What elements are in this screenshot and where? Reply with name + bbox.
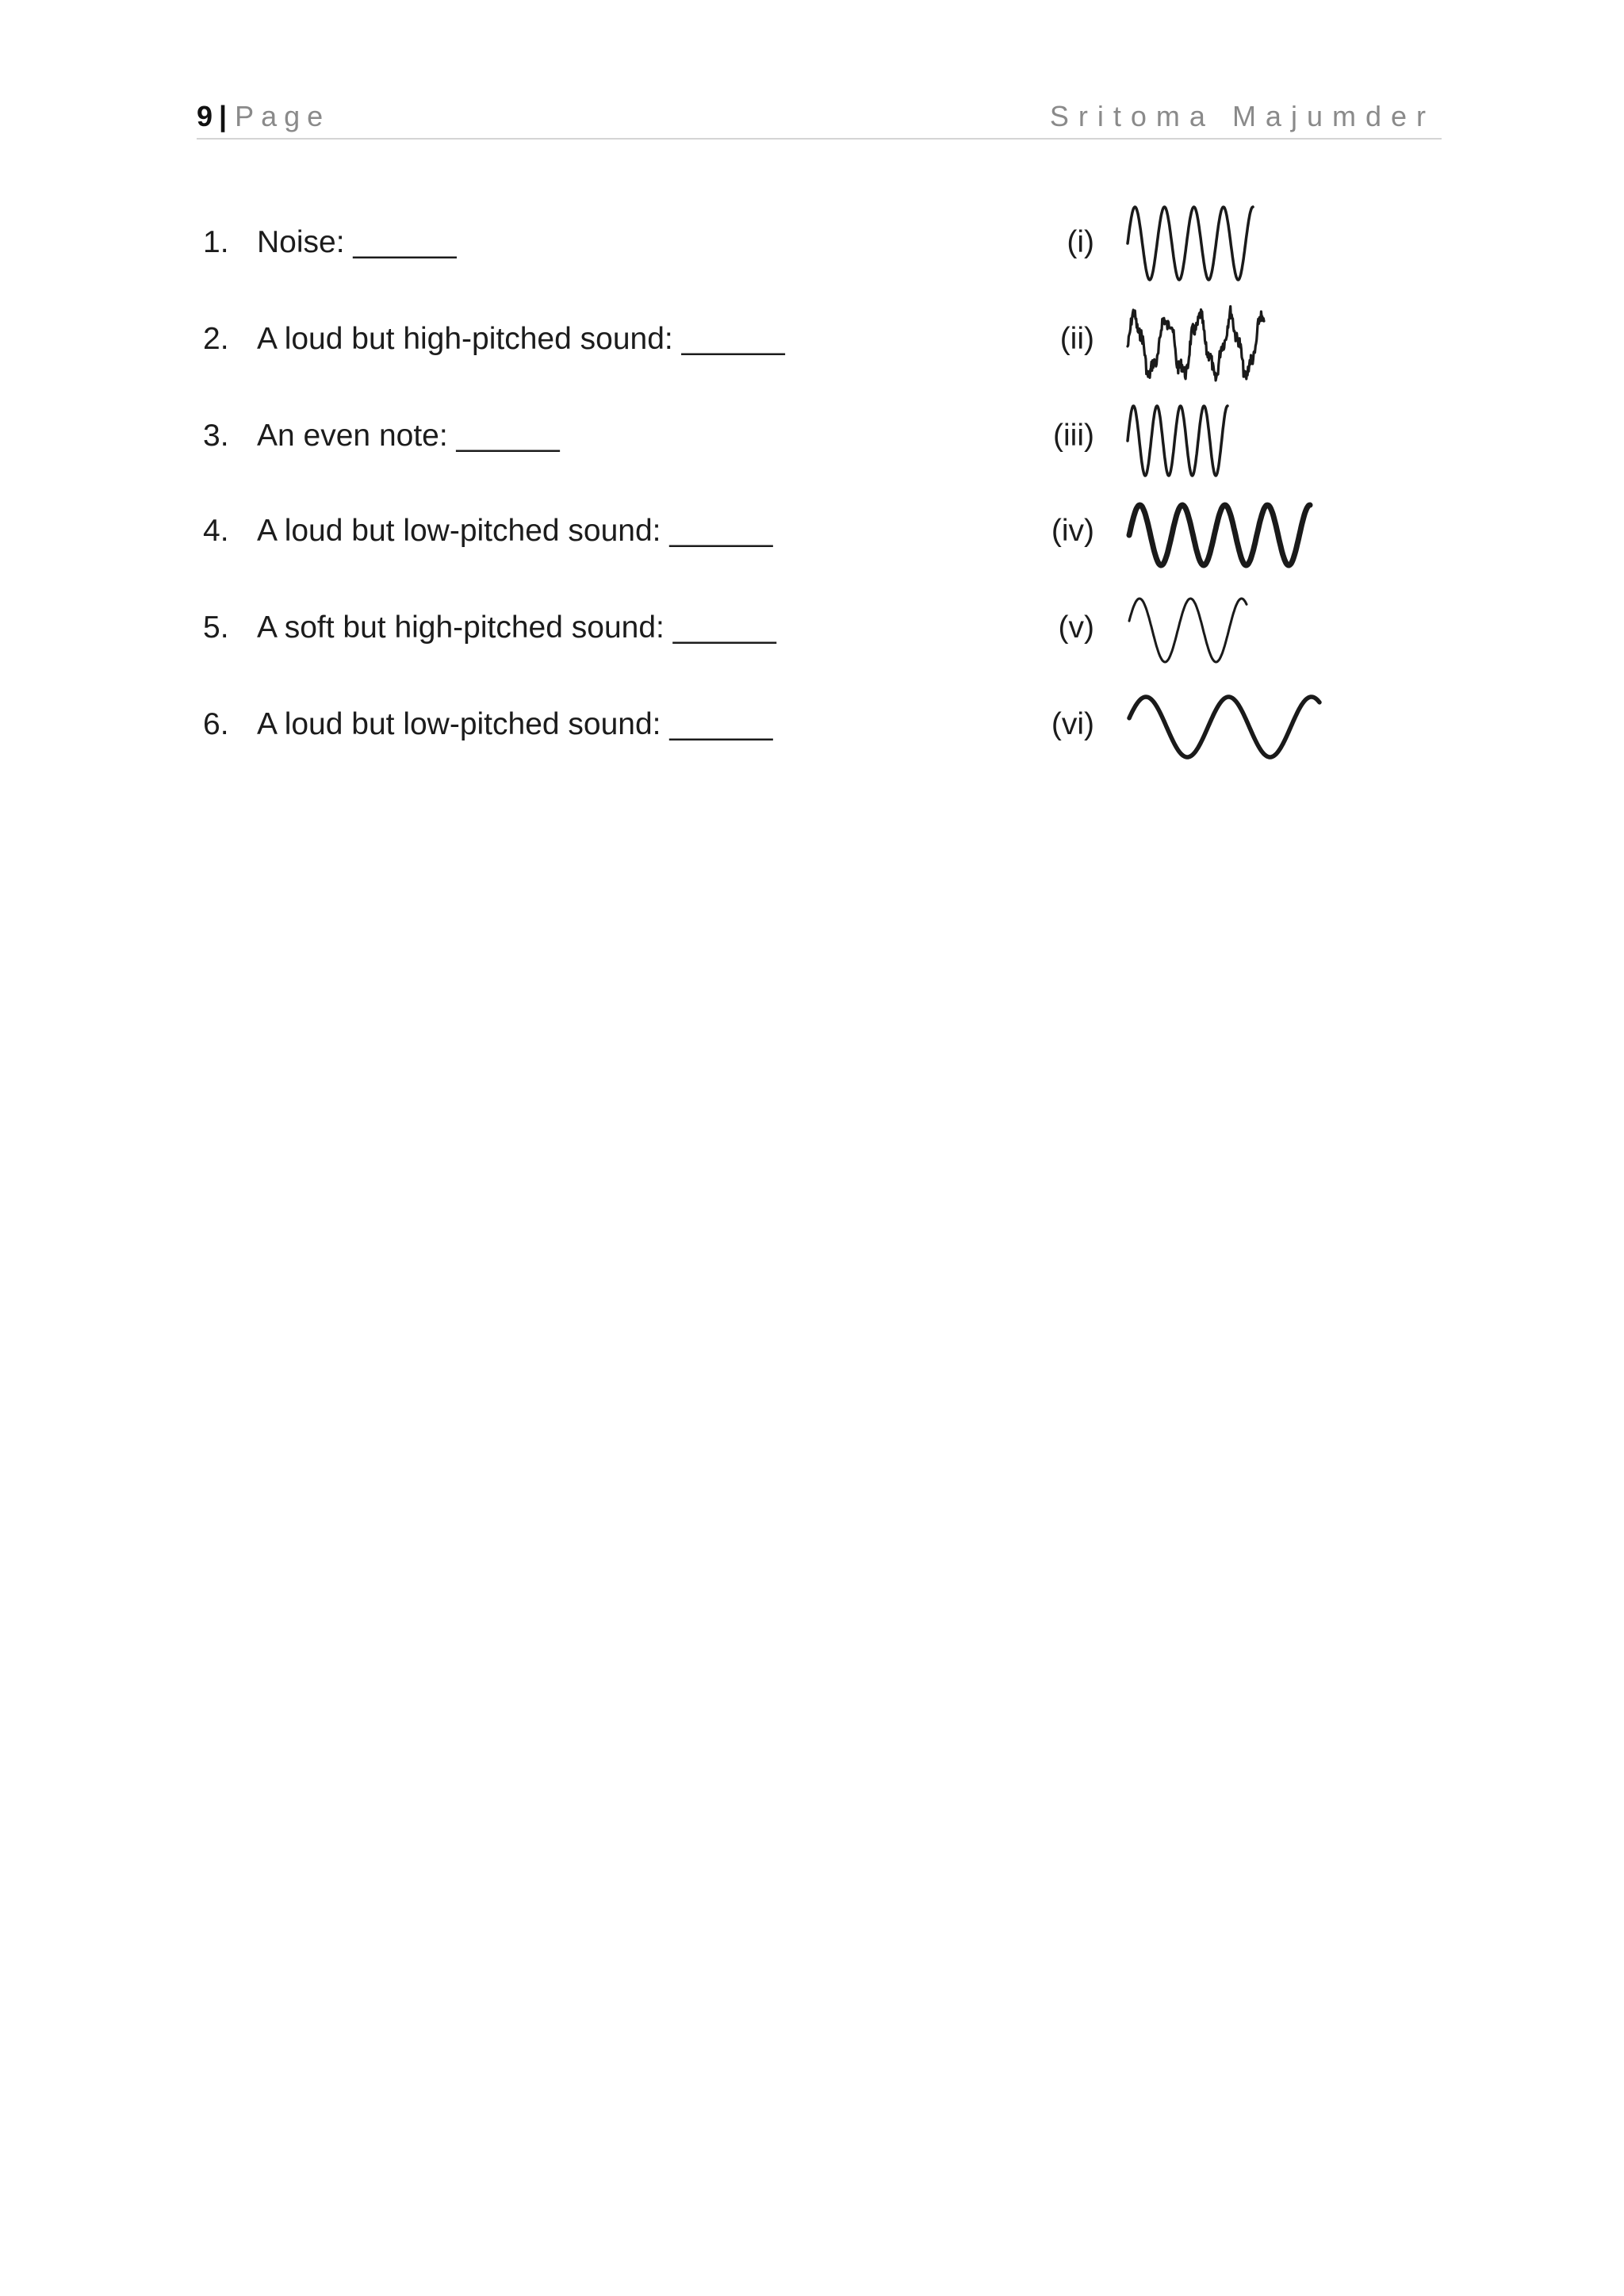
waveforms bbox=[0, 0, 1624, 872]
question-text: Noise: ______ bbox=[257, 225, 457, 259]
question-number: 6. bbox=[203, 707, 229, 741]
question-text: A loud but low-pitched sound: ______ bbox=[257, 707, 773, 741]
option-label-ii: (ii) bbox=[1059, 322, 1094, 356]
question-number: 3. bbox=[203, 419, 229, 453]
page-separator: | bbox=[219, 100, 228, 132]
option-label-v: (v) bbox=[1058, 610, 1094, 645]
question-text: An even note: ______ bbox=[257, 419, 560, 453]
waveform-i bbox=[1128, 207, 1253, 280]
option-label-i: (i) bbox=[1067, 225, 1094, 259]
option-label-iv: (iv) bbox=[1051, 514, 1094, 548]
page-number: 9 bbox=[197, 100, 213, 132]
waveform-vi bbox=[1129, 697, 1320, 757]
waveform-ii bbox=[1128, 307, 1264, 381]
option-label-iii: (iii) bbox=[1053, 419, 1094, 453]
question-number: 1. bbox=[203, 225, 229, 259]
question-number: 2. bbox=[203, 322, 229, 356]
author-name: Sritoma Majumder bbox=[1049, 100, 1435, 132]
question-number: 5. bbox=[203, 610, 229, 645]
question-text: A soft but high-pitched sound: ______ bbox=[257, 610, 776, 645]
waveform-iv bbox=[1129, 505, 1310, 565]
question-number: 4. bbox=[203, 514, 229, 548]
question-text: A loud but high-pitched sound: ______ bbox=[257, 322, 785, 356]
waveform-iii bbox=[1128, 406, 1228, 476]
question-text: A loud but low-pitched sound: ______ bbox=[257, 514, 773, 548]
page-label: Page bbox=[235, 100, 331, 132]
waveform-v bbox=[1129, 599, 1247, 662]
option-label-vi: (vi) bbox=[1051, 707, 1094, 741]
